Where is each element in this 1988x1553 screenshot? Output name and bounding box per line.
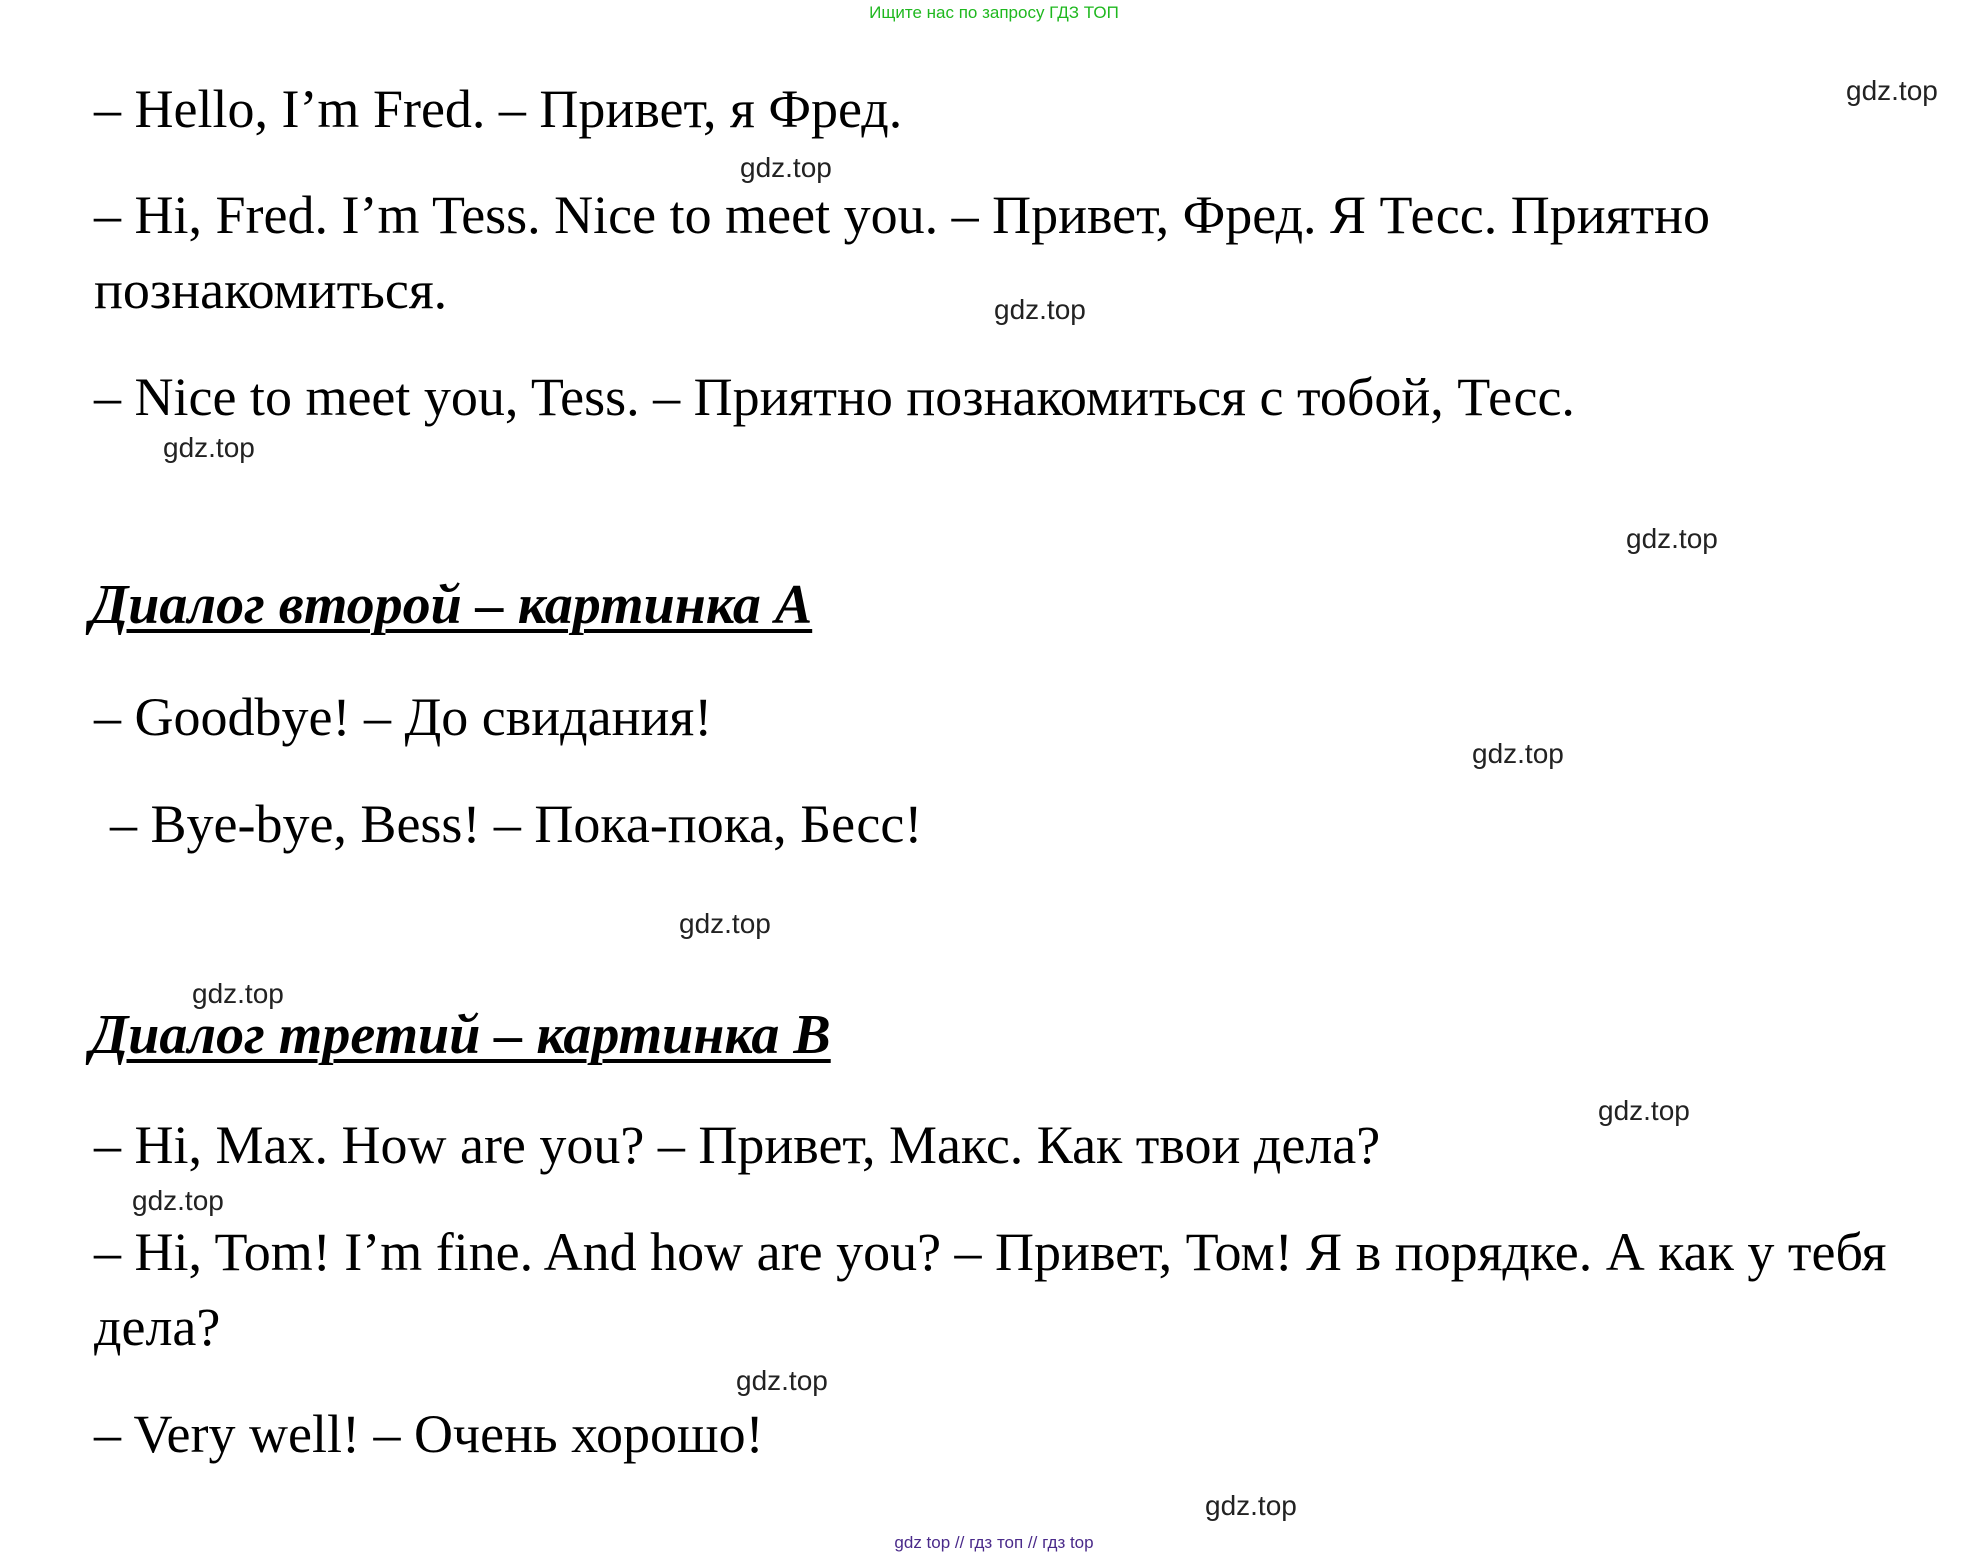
dialog3-heading: Диалог третий – картинка В <box>90 1004 831 1066</box>
dialog3-line2: – Hi, Tom! I’m fine. And how are you? – Привет, Том! Я в порядке. А как у тебя дела? <box>94 1222 1887 1357</box>
watermark: gdz.top <box>1598 1095 1690 1126</box>
watermark: gdz.top <box>1205 1490 1297 1521</box>
watermark: gdz.top <box>1626 523 1718 554</box>
dialog1-line1: – Hello, I’m Fred. – Привет, я Фред. <box>94 79 903 139</box>
watermark: gdz.top <box>192 978 284 1009</box>
top-banner: Ищите нас по запросу ГДЗ ТОП <box>869 3 1119 22</box>
dialog2-heading: Диалог второй – картинка А <box>90 574 813 636</box>
dialog1-line3: – Nice to meet you, Tess. – Приятно познакомиться с тобой, Тесс. <box>94 367 1575 427</box>
watermark: gdz.top <box>679 908 771 939</box>
dialog3-line3: – Very well! – Очень хорошо! <box>94 1404 764 1464</box>
watermark: gdz.top <box>740 152 832 183</box>
watermark: gdz.top <box>163 432 255 463</box>
footer: gdz top // гдз топ // гдз top <box>894 1533 1094 1552</box>
watermark: gdz.top <box>132 1185 224 1216</box>
watermark: gdz.top <box>994 294 1086 325</box>
watermark: gdz.top <box>1472 738 1564 769</box>
dialog3-line1: – Hi, Max. How are you? – Привет, Макс. Как твои дела? <box>94 1115 1381 1175</box>
watermark: gdz.top <box>1846 75 1938 106</box>
watermark: gdz.top <box>736 1365 828 1396</box>
dialog2-line2: – Bye-bye, Bess! – Пока-пока, Бесс! <box>110 794 923 854</box>
dialog2-line1: – Goodbye! – До свидания! <box>94 687 713 747</box>
dialog1-line2: – Hi, Fred. I’m Tess. Nice to meet you. – Привет, Фред. Я Тесс. Приятно познакомиться. <box>94 185 1710 320</box>
